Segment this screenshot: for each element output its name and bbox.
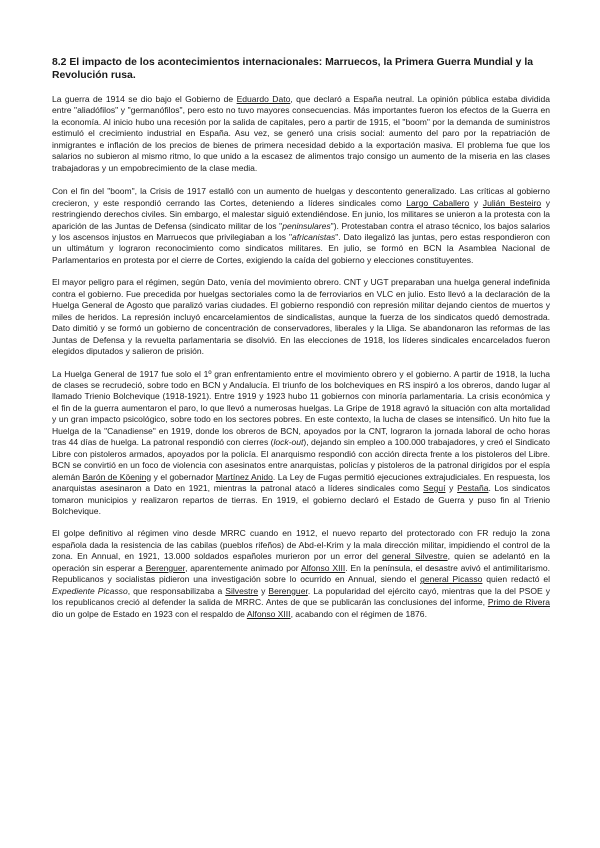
text-run: y: [445, 483, 458, 494]
underlined-term: Alfonso XIII: [301, 562, 346, 573]
text-run: y: [469, 197, 483, 208]
text-run: El mayor peligro para el régimen, según Dato, venía del movimiento obrero. CNT y UGT preparaban una huelga general indefinida contra el gobierno. Fue precedida por huelgas sectoriales como la de ferroviarios en VLC en julio. Esto llevó a la declaración de la Huelga General de Agosto que paralizó varias ciudades. El gobierno respondió con represión militar dejando cientos de muertos y miles de heridos. La represión incluyó encarcelamientos de sindicalistas, aunque la fuerza de los sindicatos quedó demostrada. Dato dimitió y se formó un gobierno de concentración de conservadores, liberales y la Lliga. Se abandonaron las reformas de las Juntas de Defensa y la revuelta parlamentaria se disolvió. En las elecciones de 1918, los líderes sindicales encarcelados fueron elegidos diputados y salieron de prisión.: [52, 277, 550, 357]
paragraph-5: [52, 528, 550, 620]
underlined-term: Eduardo Dato: [236, 94, 291, 104]
underlined-term: general Picasso: [420, 574, 483, 585]
text-run: "). Protestaban contra el atraso técnico, los bajos salarios y los ascensos injustos en Marruecos que privilegiaban a los ": [52, 220, 550, 242]
paragraph-1: [52, 94, 550, 174]
text-run: , que declaró a España neutral. La opinión pública estaba dividida entre "aliadófilos" y "germanófilos", pero esto no tuvo mayores consecuencias. Más importantes fueron los efectos de la Guerra en la economía. Al inicio hubo una recesión por la salida de capitales, pero a partir de 1915, el "boom" por la demanda de suministros estimuló el crecimiento industrial en España. Asu vez, se generó una crisis social: aumento del paro por la repatriación de inmigrantes e inflación de los precios de bienes de primera necesidad debido a la exportación masiva. El problema fue que los salarios no subieron al mismo ritmo, lo que unido a la escasez de alimentos trajo consigo un aumento de la miseria en las clases trabajadoras y un empobrecimiento de la clase media.: [52, 94, 550, 173]
text-run: , quien se adelantó en la operación sin esperar a: [52, 551, 550, 573]
underlined-term: Primo de Rivera: [487, 597, 550, 608]
italic-term: peninsulares: [282, 220, 331, 231]
text-run: , que responsabilizaba a: [127, 585, 226, 596]
text-run: . Los sindicatos tomaron municipios y realizaron repartos de tierras. En 1919, el gobierno declaró el Estado de Guerra y puso fin al Trienio Bolchevique.: [52, 483, 550, 516]
text-run: , acabando con el régimen de 1876.: [290, 608, 427, 619]
text-run: El golpe definitivo al régimen vino desde MRRC cuando en 1912, el nuevo reparto del protectorado con FR redujo la zona española dada la resistencia de las cabilas (pueblos rifeños) de Abd-el-Krim y la mala dirección militar, impidiendo el control de la zona. En Annual, en 1921, 13.000 soldados españoles murieron por un error del: [52, 528, 550, 562]
text-run: quien redactó el: [482, 574, 550, 585]
text-run: . En la península, el desastre avivó el antimilitarismo. Republicanos y socialistas pidieron una investigación sobre lo ocurrido en Annual, siendo el: [52, 562, 550, 585]
text-run: . La popularidad del ejército cayó, mientras que la del PSOE y los republicanos creció al defender la salida de MRRC. Antes de que se publicarán las conclusiones del informe,: [52, 585, 550, 608]
document-page: [52, 56, 550, 631]
text-run: , aparentemente animado por: [185, 562, 302, 573]
underlined-term: Julián Besteiro: [482, 197, 542, 208]
underlined-term: Seguí: [423, 483, 446, 494]
underlined-term: Barón de Köening: [82, 471, 152, 482]
text-run: Con el fin del "boom", la Crisis de 1917 estalló con un aumento de huelgas y descontento generalizado. Las críticas al gobierno crecieron, y este respondió cerrando las Cortes, deteniendo a líderes sindicales como: [52, 186, 550, 208]
text-run: ". Dato ilegalizó las juntas, pero estas respondieron con un ultimátum y lograron reconocimiento como sindicatos militares. En julio, se formó en BCN la Asamblea Nacional de Parlamentarios en protesta por el cierre de Cortes, exigiendo la caída del gobierno y elecciones constituyentes.: [52, 231, 551, 265]
text-run: y el gobernador: [151, 471, 216, 482]
italic-term: africanistas: [292, 231, 336, 242]
document-body: [52, 94, 550, 620]
text-run: La guerra de 1914 se dio bajo el Gobierno de: [52, 94, 237, 104]
text-run: dio un golpe de Estado en 1923 con el respaldo de: [52, 608, 247, 619]
underlined-term: Berenguer: [145, 562, 186, 573]
text-run: y restringiendo derechos civiles. Sin embargo, el malestar siguió extendiéndose. En junio, los militares se unieron a la protesta con la aparición de las Juntas de Defensa (sindicato militar de los ": [52, 197, 550, 231]
italic-term: lock-out: [273, 437, 304, 448]
text-run: ), dejando sin empleo a 100.000 trabajadores, y creó el Sindicato Libre con pistoleros armados, apoyados por la policía. El anarquismo respondió con acción directa frente a los pistoleros del Libre. BCN se convirtió en un foco de violencia con asesinatos entre anarquistas, policías y pistoleros de la patronal dirigidos por el espía alemán: [52, 437, 550, 482]
underlined-term: Largo Caballero: [406, 197, 470, 208]
paragraph-2: [52, 186, 550, 266]
underlined-term: Martínez Anido: [215, 471, 273, 482]
underlined-term: Berenguer: [268, 585, 308, 596]
text-run: y: [258, 585, 269, 596]
text-run: . La Ley de Fugas permitió ejecuciones extrajudiciales. En respuesta, los anarquistas asesinaron a Dato en 1921, mientras la patronal atacó a líderes sindicales como: [52, 471, 550, 494]
underlined-term: general Silvestre: [382, 551, 448, 562]
underlined-term: Pestaña: [457, 483, 489, 494]
text-run: La Huelga General de 1917 fue solo el 1º gran enfrentamiento entre el movimiento obrero y el gobierno. A partir de 1918, la lucha de clases se recrudeció, sobre todo en BCN y Andalucía. El triunfo de los bolcheviques en RS inspiró a los obreros, dando lugar al llamado Trienio Bolchevique (1918-1921). Entre 1919 y 1923 hubo 11 gobiernos con minoría parlamentaria. La crisis económica y el fin de la guerra aumentaron el paro, lo que llevó a numerosas huelgas. La Gripe de 1918 agravó la situación con alta mortalidad y un gran impacto psicológico, sobre todo en los sectores pobres. En este contexto, la lucha de clases se intensificó. Un hito fue la Huelga de la "Canadiense" en 1919, donde los obreros de BCN, apoyados por la CNT, lograron la jornada laboral de ocho horas tras 44 días de huelga. La patronal respondió con cierres (: [52, 368, 550, 448]
paragraph-3: [52, 277, 550, 357]
italic-term: Expediente Picasso: [52, 585, 128, 596]
underlined-term: Silvestre: [225, 585, 259, 596]
paragraph-4: [52, 369, 550, 518]
section-title: 8.2 El impacto de los acontecimientos internacionales: Marruecos, la Primera Guerra Mundial y la Revolución rusa.: [52, 57, 534, 81]
underlined-term: Alfonso XIII: [246, 608, 291, 619]
